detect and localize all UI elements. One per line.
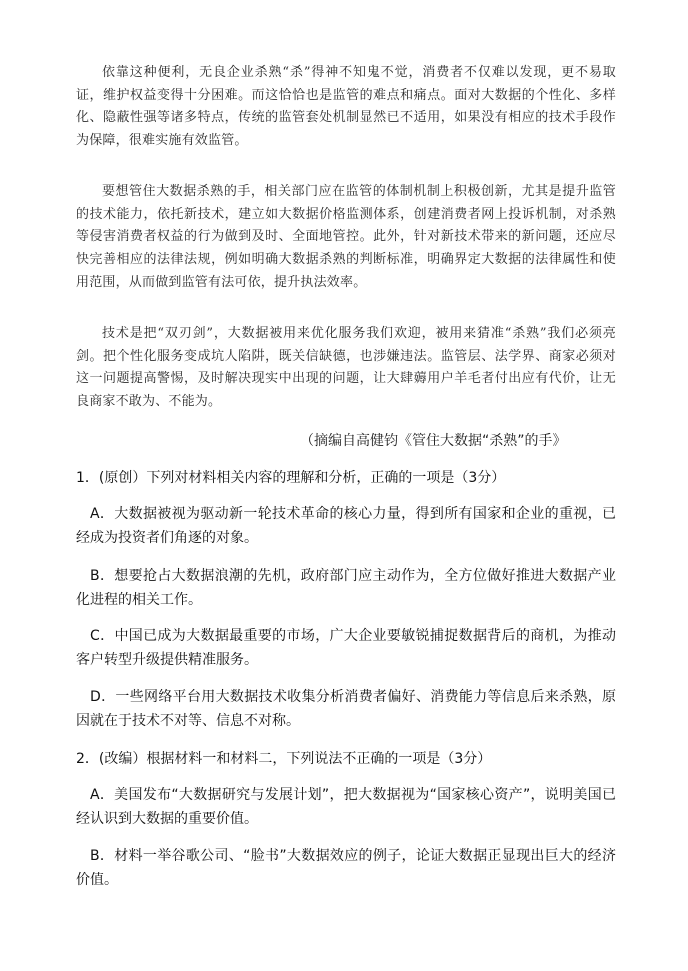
question-1-option-c: C．中国已成为大数据最重要的市场，广大企业要敏锐捕捉数据背后的商机，为推动客户转型升级提供精准服务。 (76, 628, 616, 668)
passage-paragraph-3: 技术是把“双刃剑”，大数据被用来优化服务我们欢迎，被用来猜准“杀熟”我们必须亮剑。把个性化服务变成坑人陷阱，既关信缺德，也涉嫌违法。监管层、法学界、商家必须对这一问题提高警惕，及时解决现实中出现的问题，让大肆薅用户羊毛者付出应有代价，让无良商家不敢为、不能为。 (76, 326, 616, 410)
question-2-option-a: A．美国发布“大数据研究与发展计划”，把大数据视为“国家核心资产”，说明美国已经认识到大数据的重要价值。 (76, 787, 616, 827)
question-1-option-b: B．想要抢占大数据浪潮的先机，政府部门应主动作为，全方位做好推进大数据产业化进程的相关工作。 (76, 568, 616, 608)
question-1-stem: 1．(原创）下列对材料相关内容的理解和分析，正确的一项是（3分） (76, 470, 506, 486)
question-2-option-b: B．材料一举谷歌公司、“脸书”大数据效应的例子，论证大数据正显现出巨大的经济价值。 (76, 848, 616, 888)
passage-paragraph-2: 要想管住大数据杀熟的手，相关部门应在监管的体制机制上积极创新，尤其是提升监管的技术能力，依托新技术，建立如大数据价格监测体系，创建消费者网上投诉机制，对杀熟等侵害消费者权益的行为做到及时、全面地管控。此外，针对新技术带来的新问题，还应尽快完善相应的法律法规，例如明确大数据杀熟的判断标准，明确界定大数据的法律属性和使用范围，从而做到监管有法可依，提升执法效率。 (76, 184, 616, 290)
passage-source: （摘编自高健钧《管住大数据“杀熟”的手》 (300, 433, 567, 449)
question-2-stem: 2．(改编）根据材料一和材料二，下列说法不正确的一项是（3分） (76, 751, 492, 767)
question-1-option-a: A．大数据被视为驱动新一轮技术革命的核心力量，得到所有国家和企业的重视，已经成为投资者们角逐的对象。 (76, 506, 616, 546)
passage-paragraph-1: 依靠这种便利，无良企业杀熟“杀”得神不知鬼不觉，消费者不仅难以发现，更不易取证，维护权益变得十分困难。而这恰恰也是监管的难点和痛点。面对大数据的个性化、多样化、隐蔽性强等诸多特点，传统的监管套处机制显然已不适用，如果没有相应的技术手段作为保障，很难实施有效监管。 (76, 65, 616, 149)
question-1-option-d: D．一些网络平台用大数据技术收集分析消费者偏好、消费能力等信息后来杀熟，原因就在于技术不对等、信息不对称。 (76, 689, 616, 729)
